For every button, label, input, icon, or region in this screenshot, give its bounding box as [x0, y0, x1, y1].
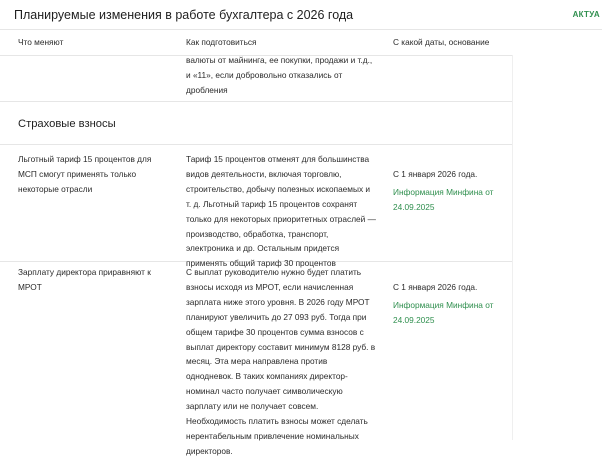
continued-text: валюты от майнинга, ее покупки, продажи и т.д., и «11», если добровольно отказались от дробления	[186, 55, 373, 95]
table-right-border	[512, 55, 513, 440]
basis-link[interactable]: Информация Минфина от 24.09.2025	[393, 186, 494, 212]
basis-link[interactable]: Информация Минфина от 24.09.2025	[393, 299, 494, 325]
row-what: Зарплату директора приравняют к МРОТ	[18, 267, 151, 292]
row-date-text: С 1 января 2026 года.	[393, 281, 478, 292]
row-how: С выплат руководителю нужно будет платить взносы исходя из МРОТ, если начисленная зарплата ниже этого уровня. В 2026 году МРОТ планируют увеличить до 27 093 руб. Тогда при общем тарифе 30 процентов сумма взносов с выплат директору составит минимум 8128 руб. в месяц. Эта мера направлена против однодневок. В таких компаниях директор- номинал часто получает символическую зарплату или не получает совсем. Необходимость платить взносы может сделать нерентабельным привлечение номинальных директоров.	[186, 267, 376, 456]
row-date	[393, 152, 505, 230]
column-header-how: Как подготовиться	[186, 37, 257, 47]
table-header	[0, 29, 512, 56]
row-what: Льготный тариф 15 процентов для МСП смогут применять только некоторые отрасли	[18, 154, 152, 194]
actual-badge[interactable]: АКТУА	[572, 10, 600, 19]
row-date	[393, 265, 505, 343]
row-how: Тариф 15 процентов отменят для большинства видов деятельности, включая торговлю, строительство, добычу полезных ископаемых и т. д. Льготный тариф 15 процентов сохранят только для некоторых приоритетных отраслей — производство, обработка, транспорт, электроника и др. Остальным придется применять общий тариф 30 процентов	[186, 154, 376, 269]
table-row-continued	[0, 55, 512, 102]
section-title-insurance: Страховые взносы	[18, 118, 116, 130]
column-header-what: Что меняют	[18, 37, 64, 47]
page-header	[0, 0, 602, 30]
table-row	[0, 144, 512, 269]
page-title: Планируемые изменения в работе бухгалтера с 2026 года	[14, 8, 354, 22]
table-row	[0, 260, 512, 456]
row-date-text: С 1 января 2026 года.	[393, 168, 478, 179]
column-header-date: С какой даты, основание	[393, 37, 490, 47]
